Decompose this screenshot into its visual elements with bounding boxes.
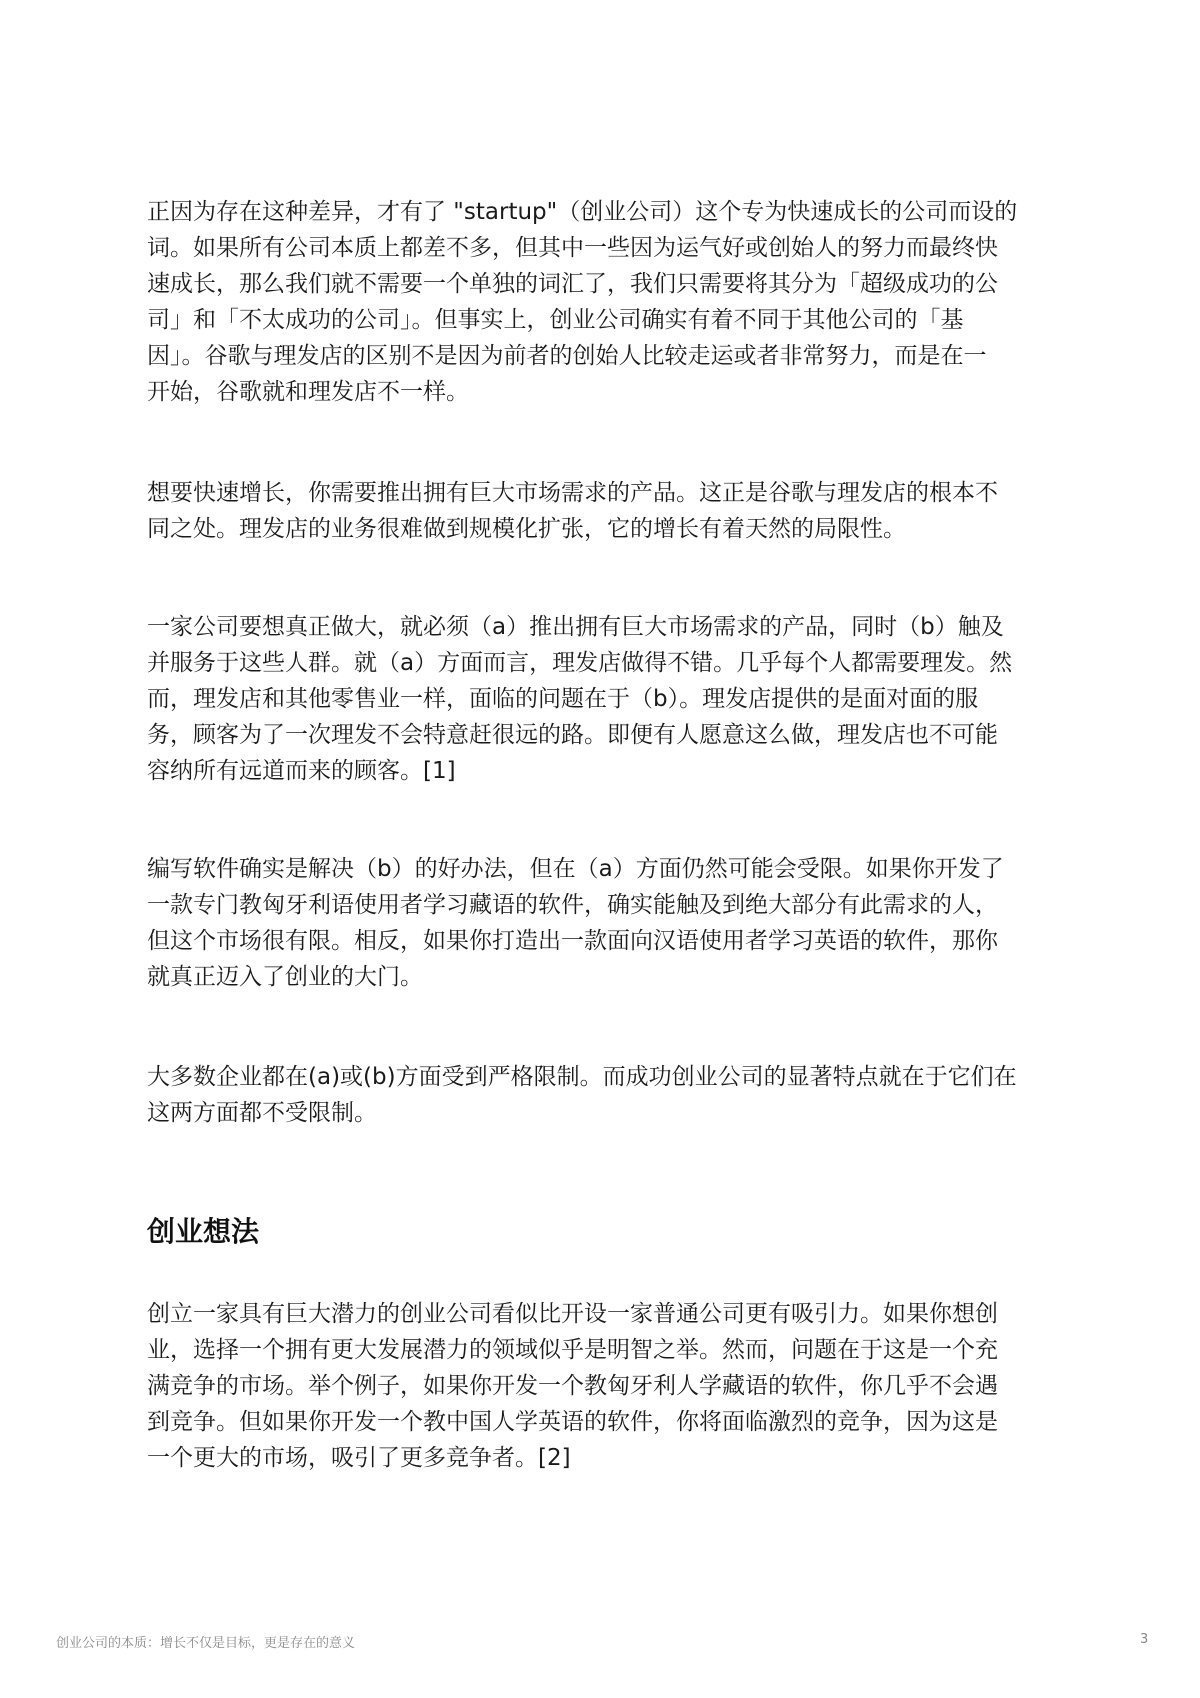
paragraph-6 [147,1296,1077,1476]
text-line: 司」和「不太成功的公司」。但事实上，创业公司确实有着不同于其他公司的「基 [147,307,964,333]
text-line: 速成长，那么我们就不需要一个单独的词汇了，我们只需要将其分为「超级成功的公 [147,271,998,297]
text-line: 一款专门教匈牙利语使用者学习藏语的软件，确实能触及到绝大部分有此需求的人， [147,892,998,918]
paragraph-2 [147,475,1077,547]
text-line: 满竞争的市场。举个例子，如果你开发一个教匈牙利人学藏语的软件，你几乎不会遇 [147,1373,998,1399]
text-line: 大多数企业都在(a)或(b)方面受到严格限制。而成功创业公司的显著特点就在于它们在 [147,1064,1017,1090]
paragraph-3 [147,609,1077,789]
text-line: 业，选择一个拥有更大发展潜力的领域似乎是明智之举。然而，问题在于这是一个充 [147,1337,998,1363]
text-line: 创立一家具有巨大潜力的创业公司看似比开设一家普通公司更有吸引力。如果你想创 [147,1301,998,1327]
text-line: 到竞争。但如果你开发一个教中国人学英语的软件，你将面临激烈的竞争，因为这是 [147,1409,998,1435]
text-line: 因」。谷歌与理发店的区别不是因为前者的创始人比较走运或者非常努力，而是在一 [147,343,987,369]
text-line: 但这个市场很有限。相反，如果你打造出一款面向汉语使用者学习英语的软件，那你 [147,928,998,954]
paragraph-1 [147,194,1077,410]
text-line: 容纳所有远道而来的顾客。[1] [147,758,456,784]
text-line: 词。如果所有公司本质上都差不多，但其中一些因为运气好或创始人的努力而最终快 [147,235,998,261]
text-line: 一家公司要想真正做大，就必须（a）推出拥有巨大市场需求的产品，同时（b）触及 [147,614,1004,640]
text-line: 一个更大的市场，吸引了更多竞争者。[2] [147,1445,571,1471]
page-number: 3 [1140,1632,1149,1647]
section-heading: 创业想法 [147,1215,260,1248]
text-line: 这两方面都不受限制。 [147,1100,377,1126]
paragraph-5 [147,1059,1077,1131]
text-line: 而，理发店和其他零售业一样，面临的问题在于（b）。理发店提供的是面对面的服 [147,686,979,712]
text-line: 同之处。理发店的业务很难做到规模化扩张，它的增长有着天然的局限性。 [147,516,906,542]
text-line: 正因为存在这种差异，才有了 "startup"（创业公司）这个专为快速成长的公司而设的 [147,199,1018,225]
text-line: 就真正迈入了创业的大门。 [147,964,423,990]
text-line: 务，顾客为了一次理发不会特意赶很远的路。即便有人愿意这么做，理发店也不可能 [147,722,998,748]
paragraph-4 [147,851,1077,995]
text-line: 想要快速增长，你需要推出拥有巨大市场需求的产品。这正是谷歌与理发店的根本不 [147,480,998,506]
text-line: 编写软件确实是解决（b）的好办法，但在（a）方面仍然可能会受限。如果你开发了 [147,856,1004,882]
footer-document-title: 创业公司的本质：增长不仅是目标，更是存在的意义 [56,1636,356,1651]
text-line: 开始，谷歌就和理发店不一样。 [147,379,469,405]
text-line: 并服务于这些人群。就（a）方面而言，理发店做得不错。几乎每个人都需要理发。然 [147,650,1013,676]
